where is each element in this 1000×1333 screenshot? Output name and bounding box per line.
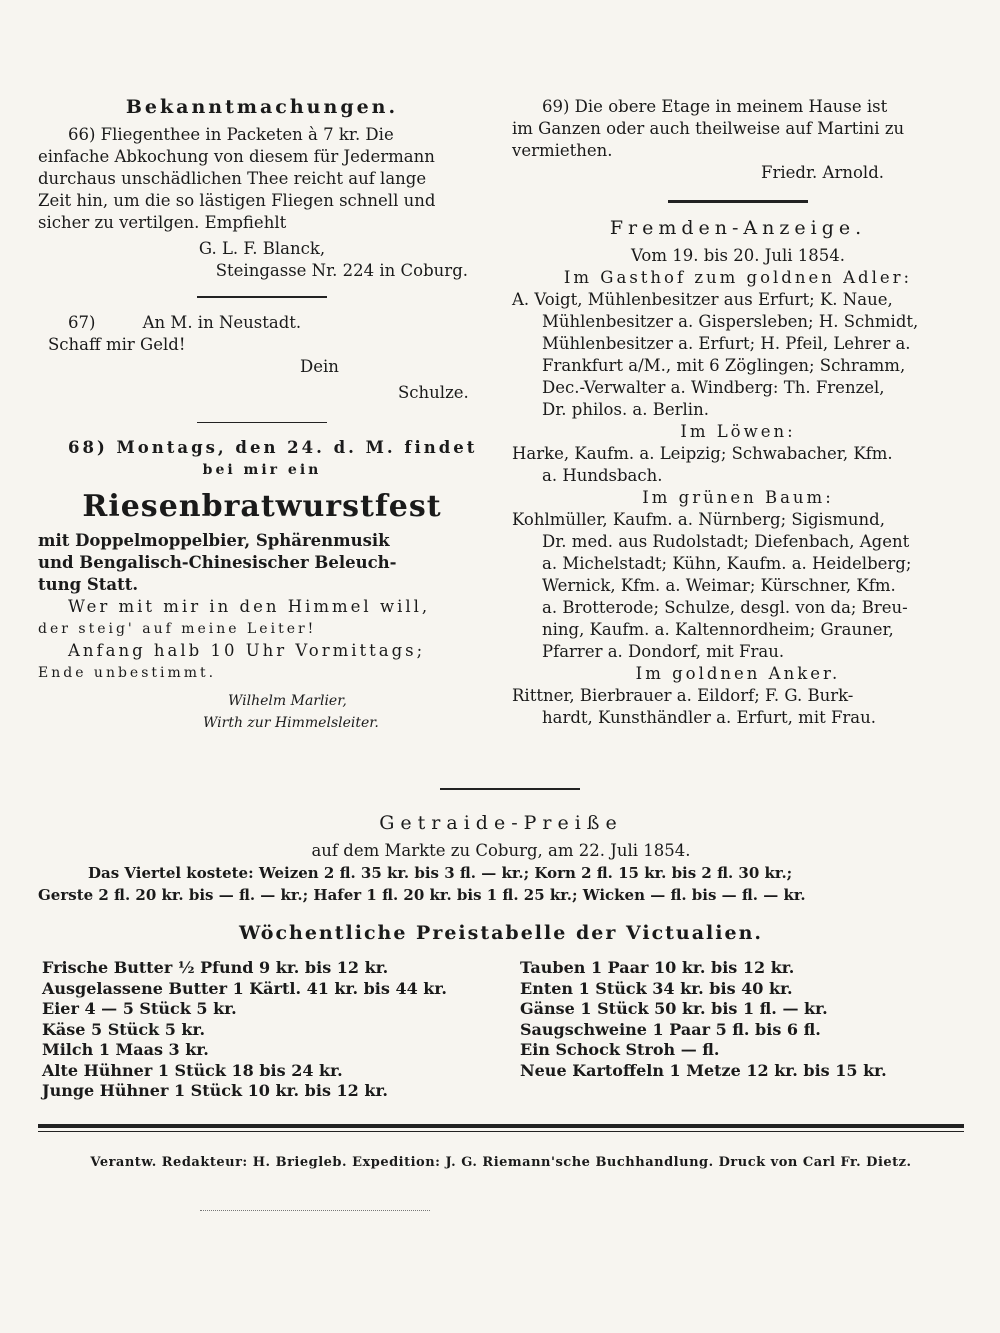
divider bbox=[197, 296, 327, 298]
ad68-line: bei mir ein bbox=[202, 462, 322, 478]
ad66-line: einfache Abkochung von diesem für Jedermann bbox=[38, 147, 435, 166]
right-column bbox=[512, 96, 964, 729]
ad68-signature: Wilhelm Marlier, bbox=[228, 693, 347, 709]
guest-line: a. Michelstadt; Kühn, Kaufm. a. Heidelberg; bbox=[542, 554, 912, 573]
ad67-line: Schaff mir Geld! bbox=[48, 334, 186, 354]
decorative-dotted-line bbox=[200, 1210, 430, 1213]
section-heading-fremden: Fremden-Anzeige. bbox=[609, 217, 867, 239]
price-item: Milch 1 Maas 3 kr. bbox=[42, 1040, 209, 1059]
getraide-line: Gerste 2 fl. 20 kr. bis — fl. — kr.; Hafer 1 fl. 20 kr. bis 1 fl. 25 kr.; Wicken — fl. bis — fl. — kr. bbox=[38, 886, 806, 904]
divider bbox=[197, 422, 327, 424]
ad69-line: 69) Die obere Etage in meinem Hause ist bbox=[542, 97, 888, 116]
gasthof-title: Im Gasthof zum goldnen Adler: bbox=[563, 268, 913, 287]
footer-rule-thick bbox=[38, 1124, 964, 1128]
fremden-anzeige bbox=[512, 217, 964, 729]
divider bbox=[668, 200, 808, 203]
ad-69 bbox=[512, 96, 964, 184]
ad67-signature: Schulze. bbox=[398, 382, 469, 402]
ad69-line: vermiethen. bbox=[512, 141, 613, 160]
footer-rule-thin bbox=[38, 1131, 964, 1132]
imprint-footer: Verantw. Redakteur: H. Briegleb. Expedition: J. G. Riemann'sche Buchhandlung. Druck von Carl Fr. Dietz. bbox=[90, 1155, 912, 1170]
guest-line: Dr. philos. a. Berlin. bbox=[542, 400, 709, 419]
ad66-line: durchaus unschädlichen Thee reicht auf lange bbox=[38, 169, 427, 188]
guest-line: Wernick, Kfm. a. Weimar; Kürschner, Kfm. bbox=[542, 576, 896, 595]
getraide-subtitle: auf dem Markte zu Coburg, am 22. Juli 1854. bbox=[311, 841, 691, 860]
gasthof-title: Im goldnen Anker. bbox=[635, 664, 841, 683]
ad68-body: mit Doppelmoppelbier, Sphärenmusik bbox=[38, 531, 390, 550]
ad68-signature-title: Wirth zur Himmelsleiter. bbox=[203, 715, 379, 731]
guest-line: Mühlenbesitzer a. Gispersleben; H. Schmidt, bbox=[542, 312, 919, 331]
section-heading-getraide: Getraide-Preiße bbox=[379, 812, 623, 834]
price-item: Ein Schock Stroh — fl. bbox=[520, 1040, 720, 1059]
ad66-line: 66) Fliegenthee in Packeten à 7 kr. Die bbox=[68, 125, 394, 144]
ad68-body: Ende unbestimmt. bbox=[38, 665, 217, 681]
price-item: Eier 4 — 5 Stück 5 kr. bbox=[42, 999, 237, 1018]
guest-line: Kohlmüller, Kaufm. a. Nürnberg; Sigismund, bbox=[512, 510, 885, 529]
guest-line: a. Hundsbach. bbox=[542, 466, 663, 485]
guest-line: Dec.-Verwalter a. Windberg: Th. Frenzel, bbox=[542, 378, 885, 397]
ad-66 bbox=[38, 124, 486, 282]
left-column bbox=[38, 96, 486, 734]
ad-67 bbox=[38, 312, 486, 412]
ad68-body: und Bengalisch-Chinesischer Beleuch- bbox=[38, 553, 397, 572]
guest-line: Harke, Kaufm. a. Leipzig; Schwabacher, Kfm. bbox=[512, 444, 893, 463]
ad67-line: Dein bbox=[300, 356, 339, 376]
price-item: Neue Kartoffeln 1 Metze 12 kr. bis 15 kr. bbox=[520, 1060, 887, 1080]
victualien-right-list bbox=[520, 958, 887, 1081]
guest-line: ning, Kaufm. a. Kaltennordheim; Grauner, bbox=[542, 620, 894, 639]
section-heading-victualien: Wöchentliche Preistabelle der Victualien. bbox=[239, 922, 763, 944]
victualien-left-list bbox=[42, 958, 447, 1102]
guest-line: hardt, Kunsthändler a. Erfurt, mit Frau. bbox=[542, 708, 877, 727]
ad67-line: 67) An M. in Neustadt. bbox=[68, 312, 302, 332]
ad68-body: Wer mit mir in den Himmel will, bbox=[68, 597, 431, 616]
guest-line: Pfarrer a. Dondorf, mit Frau. bbox=[542, 642, 785, 661]
price-item: Alte Hühner 1 Stück 18 bis 24 kr. bbox=[42, 1060, 343, 1080]
gasthof-title: Im Löwen: bbox=[680, 422, 796, 441]
ad66-address: Steingasse Nr. 224 in Coburg. bbox=[215, 261, 468, 280]
getraide-section bbox=[38, 812, 964, 906]
price-item: Gänse 1 Stück 50 kr. bis 1 fl. — kr. bbox=[520, 999, 828, 1018]
ad69-signer: Friedr. Arnold. bbox=[761, 163, 884, 182]
guest-line: Dr. med. aus Rudolstadt; Diefenbach, Agent bbox=[542, 532, 910, 551]
price-item: Ausgelassene Butter 1 Kärtl. 41 kr. bis 44 kr. bbox=[42, 978, 447, 998]
guest-line: A. Voigt, Mühlenbesitzer aus Erfurt; K. Naue, bbox=[512, 290, 893, 309]
price-item: Saugschweine 1 Paar 5 fl. bis 6 fl. bbox=[520, 1019, 821, 1039]
ad68-title: Riesenbratwurstfest bbox=[82, 489, 442, 524]
ad-68 bbox=[38, 437, 486, 734]
ad66-line: Zeit hin, um die so lästigen Fliegen schnell und bbox=[38, 191, 436, 210]
guest-line: a. Brotterode; Schulze, desgl. von da; Breu- bbox=[542, 598, 908, 617]
guest-line: Mühlenbesitzer a. Erfurt; H. Pfeil, Lehrer a. bbox=[542, 334, 911, 353]
ad68-body: der steig' auf meine Leiter! bbox=[38, 621, 317, 637]
section-heading-bekanntmachungen: Bekanntmachungen. bbox=[125, 96, 399, 118]
price-item: Käse 5 Stück 5 kr. bbox=[42, 1019, 206, 1039]
gasthof-title: Im grünen Baum: bbox=[642, 488, 834, 507]
price-item: Junge Hühner 1 Stück 10 kr. bis 12 kr. bbox=[42, 1081, 388, 1100]
divider bbox=[440, 788, 580, 790]
ad69-line: im Ganzen oder auch theilweise auf Martini zu bbox=[512, 119, 905, 138]
ad68-body: tung Statt. bbox=[38, 575, 139, 594]
price-item: Frische Butter ½ Pfund 9 kr. bis 12 kr. bbox=[42, 958, 389, 977]
victualien-heading-wrap bbox=[38, 922, 964, 944]
ad66-line: sicher zu vertilgen. Empfiehlt bbox=[38, 213, 287, 232]
guest-line: Rittner, Bierbrauer a. Eildorf; F. G. Burk- bbox=[512, 686, 854, 705]
guest-line: Frankfurt a/M., mit 6 Zöglingen; Schramm, bbox=[542, 356, 906, 375]
getraide-line: Das Viertel kostete: Weizen 2 fl. 35 kr. bis 3 fl. — kr.; Korn 2 fl. 15 kr. bis 2 fl. 30 kr.; bbox=[88, 864, 793, 882]
ad68-body: Anfang halb 10 Uhr Vormittags; bbox=[68, 641, 426, 660]
price-item: Enten 1 Stück 34 kr. bis 40 kr. bbox=[520, 978, 793, 998]
ad66-signer: G. L. F. Blanck, bbox=[198, 239, 326, 258]
price-item: Tauben 1 Paar 10 kr. bis 12 kr. bbox=[520, 958, 795, 977]
fremden-date: Vom 19. bis 20. Juli 1854. bbox=[630, 246, 846, 265]
ad68-line: 68) Montags, den 24. d. M. findet bbox=[68, 438, 478, 457]
